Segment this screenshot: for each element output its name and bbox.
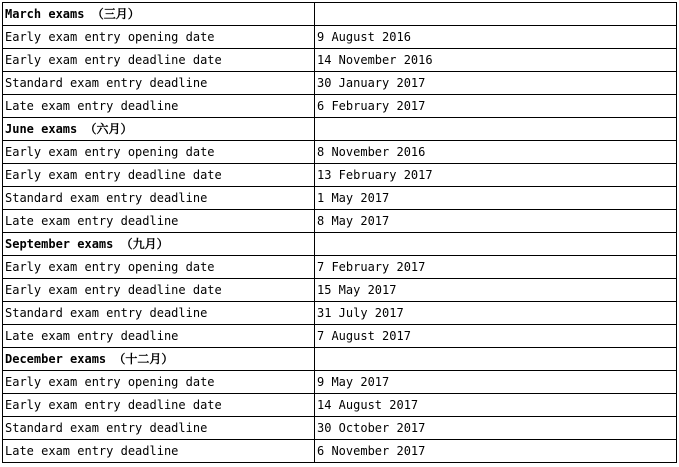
entry-date: 7 August 2017 [315, 325, 677, 348]
entry-date: 9 May 2017 [315, 371, 677, 394]
entry-date: 30 October 2017 [315, 417, 677, 440]
entry-date: 14 November 2016 [315, 49, 677, 72]
entry-label: Late exam entry deadline [3, 95, 315, 118]
entry-label: Late exam entry deadline [3, 210, 315, 233]
section-empty-cell [315, 118, 677, 141]
table-row [3, 371, 677, 394]
table-row [3, 187, 677, 210]
section-title: June exams （六月） [3, 118, 315, 141]
entry-date: 30 January 2017 [315, 72, 677, 95]
entry-label: Early exam entry opening date [3, 26, 315, 49]
table-row [3, 26, 677, 49]
entry-label: Early exam entry opening date [3, 141, 315, 164]
entry-label: Early exam entry opening date [3, 371, 315, 394]
exam-entry-schedule-table [2, 2, 677, 463]
entry-date: 14 August 2017 [315, 394, 677, 417]
table-row [3, 279, 677, 302]
table-row [3, 325, 677, 348]
entry-label: Early exam entry opening date [3, 256, 315, 279]
section-title: December exams （十二月） [3, 348, 315, 371]
table-row [3, 164, 677, 187]
entry-label: Early exam entry deadline date [3, 394, 315, 417]
entry-date: 7 February 2017 [315, 256, 677, 279]
table-row [3, 49, 677, 72]
section-empty-cell [315, 233, 677, 256]
entry-label: Standard exam entry deadline [3, 187, 315, 210]
section-header-row [3, 233, 677, 256]
entry-label: Standard exam entry deadline [3, 417, 315, 440]
entry-label: Standard exam entry deadline [3, 302, 315, 325]
section-empty-cell [315, 348, 677, 371]
table-row [3, 302, 677, 325]
table-row [3, 440, 677, 463]
entry-label: Early exam entry deadline date [3, 279, 315, 302]
section-header-row [3, 118, 677, 141]
table-row [3, 72, 677, 95]
table-row [3, 256, 677, 279]
entry-date: 6 February 2017 [315, 95, 677, 118]
section-empty-cell [315, 3, 677, 26]
entry-date: 15 May 2017 [315, 279, 677, 302]
entry-date: 1 May 2017 [315, 187, 677, 210]
table-row [3, 141, 677, 164]
entry-date: 9 August 2016 [315, 26, 677, 49]
entry-label: Late exam entry deadline [3, 325, 315, 348]
entry-date: 8 May 2017 [315, 210, 677, 233]
table-row [3, 394, 677, 417]
entry-label: Standard exam entry deadline [3, 72, 315, 95]
entry-label: Late exam entry deadline [3, 440, 315, 463]
table-row [3, 417, 677, 440]
entry-label: Early exam entry deadline date [3, 49, 315, 72]
entry-label: Early exam entry deadline date [3, 164, 315, 187]
entry-date: 13 February 2017 [315, 164, 677, 187]
section-header-row [3, 3, 677, 26]
section-title: September exams （九月） [3, 233, 315, 256]
table-row [3, 210, 677, 233]
table-row [3, 95, 677, 118]
entry-date: 6 November 2017 [315, 440, 677, 463]
entry-date: 31 July 2017 [315, 302, 677, 325]
entry-date: 8 November 2016 [315, 141, 677, 164]
section-title: March exams （三月） [3, 3, 315, 26]
section-header-row [3, 348, 677, 371]
